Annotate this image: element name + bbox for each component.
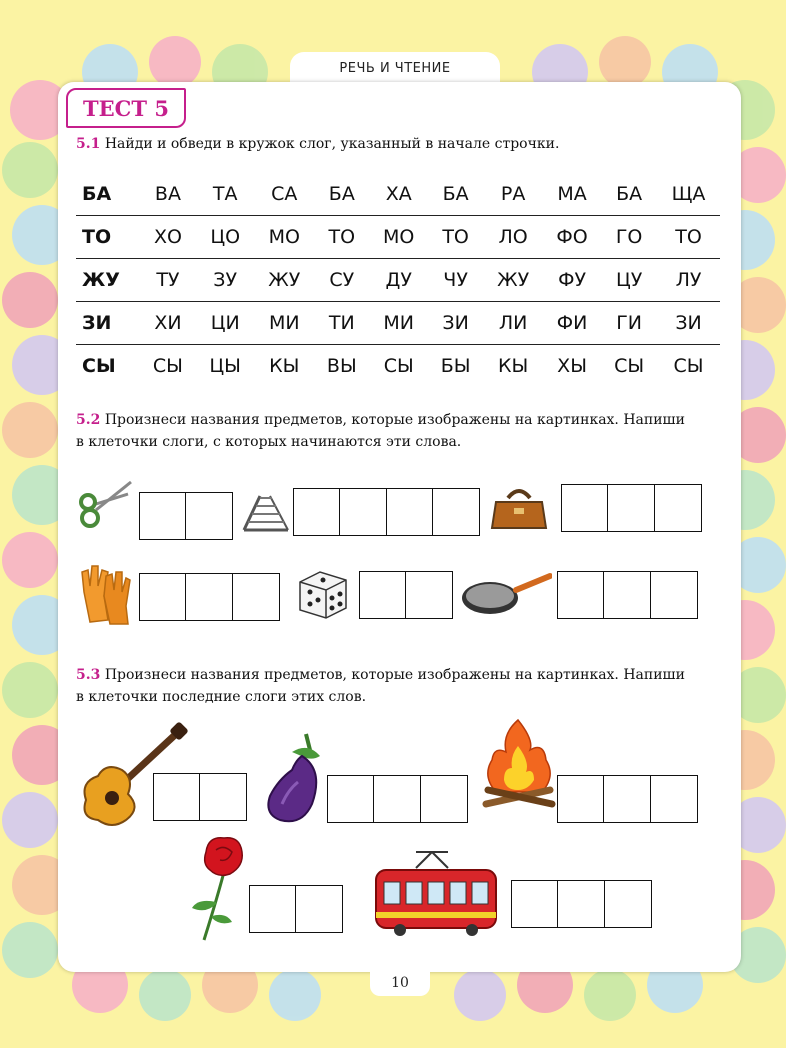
row-key-syllable: ЖУ — [76, 259, 140, 302]
ladder-icon — [240, 492, 292, 534]
answer-cell[interactable] — [650, 571, 698, 619]
syllable-cell[interactable]: СУ — [314, 259, 369, 302]
answer-cell[interactable] — [603, 571, 651, 619]
task-text-line1: Произнеси названия предметов, которые изображены на картинках. Напиши — [104, 667, 685, 683]
answer-cell[interactable] — [199, 773, 247, 821]
syllable-cell[interactable]: СЫ — [152, 355, 183, 377]
answer-cell[interactable] — [249, 885, 297, 933]
syllable-cell[interactable]: КЫ — [269, 355, 300, 377]
syllable-row — [76, 345, 720, 388]
answer-cell[interactable] — [185, 492, 233, 540]
syllable-cell[interactable]: МО — [370, 216, 428, 259]
syllable-cell[interactable]: МА — [543, 173, 601, 216]
answer-cell[interactable] — [139, 573, 187, 621]
syllable-cell[interactable]: СЫ — [673, 355, 704, 377]
syllable-cell[interactable]: ФУ — [543, 259, 601, 302]
answer-boxes-3[interactable] — [512, 880, 652, 928]
bag-icon — [490, 484, 548, 532]
syllable-cell[interactable]: МИ — [370, 302, 428, 345]
answer-cell[interactable] — [386, 488, 434, 536]
syllable-cell[interactable]: ЖУ — [254, 259, 314, 302]
answer-cell[interactable] — [607, 484, 655, 532]
answer-boxes-3[interactable] — [558, 775, 698, 823]
syllable-cell[interactable]: ЖУ — [483, 259, 543, 302]
answer-cell[interactable] — [359, 571, 407, 619]
syllable-row — [76, 302, 720, 345]
task-text-line1: Произнеси названия предметов, которые изображены на картинках. Напиши — [104, 412, 685, 428]
answer-cell[interactable] — [432, 488, 480, 536]
syllable-cell[interactable]: ХЫ — [557, 355, 587, 377]
scissors-icon — [76, 480, 136, 536]
answer-cell[interactable] — [185, 573, 233, 621]
task-text: Найди и обведи в кружок слог, указанный в начале строчки. — [104, 136, 560, 152]
answer-boxes-3[interactable] — [558, 571, 698, 619]
syllable-cell[interactable]: ХО — [140, 216, 196, 259]
answer-cell[interactable] — [561, 484, 609, 532]
syllable-cell[interactable]: ВА — [140, 173, 196, 216]
frying-pan-icon — [460, 572, 552, 620]
syllable-cell[interactable]: МИ — [254, 302, 314, 345]
syllable-cell[interactable]: ГИ — [601, 302, 657, 345]
answer-cell[interactable] — [295, 885, 343, 933]
syllable-cell[interactable]: ФИ — [543, 302, 601, 345]
answer-cell[interactable] — [654, 484, 702, 532]
dice-icon — [296, 568, 350, 622]
task-number: 5.2 — [76, 412, 101, 428]
answer-boxes-2[interactable] — [250, 885, 343, 933]
task-text-line2: в клеточки последние слоги этих слов. — [76, 689, 367, 705]
task-5-1-instruction — [76, 133, 559, 155]
answer-cell[interactable] — [153, 773, 201, 821]
syllable-row — [76, 259, 720, 302]
answer-cell[interactable] — [557, 880, 605, 928]
answer-cell[interactable] — [139, 492, 187, 540]
syllable-cell[interactable]: ЗУ — [196, 259, 255, 302]
gloves-icon — [78, 562, 132, 626]
syllable-cell[interactable]: ЦИ — [196, 302, 255, 345]
task-number: 5.3 — [76, 667, 101, 683]
syllable-cell[interactable]: ФО — [543, 216, 601, 259]
eggplant-icon — [262, 730, 328, 826]
syllable-cell[interactable]: ТА — [196, 173, 255, 216]
syllable-cell[interactable]: ЦУ — [601, 259, 657, 302]
syllable-cell[interactable]: БА — [601, 173, 657, 216]
syllable-cell[interactable]: ЧУ — [428, 259, 483, 302]
answer-cell[interactable] — [511, 880, 559, 928]
syllable-cell[interactable]: ТО — [657, 216, 720, 259]
task-number: 5.1 — [76, 136, 101, 152]
answer-boxes-2[interactable] — [140, 492, 233, 540]
rose-icon — [186, 832, 250, 944]
syllable-row — [76, 173, 720, 216]
answer-cell[interactable] — [405, 571, 453, 619]
answer-cell[interactable] — [293, 488, 341, 536]
syllable-cell[interactable]: ЛИ — [483, 302, 543, 345]
task-5-3-instruction — [76, 664, 685, 708]
answer-cell[interactable] — [327, 775, 375, 823]
syllable-cell[interactable]: РА — [483, 173, 543, 216]
page-number: 10 — [370, 972, 430, 996]
task-5-2-instruction — [76, 409, 685, 453]
campfire-icon — [478, 716, 560, 812]
answer-cell[interactable] — [420, 775, 468, 823]
syllable-cell[interactable]: СЫ — [614, 355, 645, 377]
syllable-cell[interactable]: ХА — [370, 173, 428, 216]
syllable-cell[interactable]: ЛУ — [657, 259, 720, 302]
task-text-line2: в клеточки слоги, с которых начинаются эти слова. — [76, 434, 462, 450]
syllable-cell[interactable]: ЗИ — [657, 302, 720, 345]
syllable-cell[interactable]: СЫ — [383, 355, 414, 377]
tram-icon — [372, 848, 500, 938]
answer-cell[interactable] — [650, 775, 698, 823]
answer-boxes-3[interactable] — [328, 775, 468, 823]
syllable-cell[interactable]: МО — [254, 216, 314, 259]
test-title: ТЕСТ 5 — [66, 88, 186, 128]
syllable-cell[interactable]: ГО — [601, 216, 657, 259]
syllable-cell[interactable]: ЗИ — [428, 302, 483, 345]
syllable-cell[interactable]: ДУ — [370, 259, 428, 302]
syllable-cell[interactable]: ЛО — [483, 216, 543, 259]
section-header: РЕЧЬ И ЧТЕНИЕ — [290, 52, 500, 82]
answer-boxes-3[interactable] — [562, 484, 702, 532]
syllable-cell[interactable]: ТО — [428, 216, 483, 259]
syllable-cell[interactable]: ТО — [314, 216, 369, 259]
answer-boxes-4[interactable] — [294, 488, 480, 536]
row-key-syllable: ТО — [76, 216, 140, 259]
answer-boxes-2[interactable] — [360, 571, 453, 619]
row-key-syllable: СЫ — [82, 355, 116, 377]
syllable-table — [76, 173, 720, 387]
answer-cell[interactable] — [232, 573, 280, 621]
syllable-cell[interactable]: ХИ — [140, 302, 196, 345]
answer-cell[interactable] — [373, 775, 421, 823]
syllable-cell[interactable]: ЦО — [196, 216, 255, 259]
syllable-cell[interactable]: ЩА — [657, 173, 720, 216]
syllable-cell[interactable]: СА — [254, 173, 314, 216]
answer-cell[interactable] — [604, 880, 652, 928]
syllable-cell[interactable]: БА — [314, 173, 369, 216]
syllable-cell[interactable]: ЦЫ — [209, 355, 241, 377]
answer-boxes-3[interactable] — [140, 573, 280, 621]
row-key-syllable: ЗИ — [76, 302, 140, 345]
syllable-cell[interactable]: ТИ — [314, 302, 369, 345]
syllable-cell[interactable]: ТУ — [140, 259, 196, 302]
syllable-row — [76, 216, 720, 259]
answer-boxes-2[interactable] — [154, 773, 247, 821]
syllable-cell[interactable]: БА — [428, 173, 483, 216]
answer-cell[interactable] — [339, 488, 387, 536]
answer-cell[interactable] — [603, 775, 651, 823]
answer-cell[interactable] — [557, 775, 605, 823]
syllable-cell[interactable]: БЫ — [440, 355, 471, 377]
answer-cell[interactable] — [557, 571, 605, 619]
syllable-cell[interactable]: КЫ — [498, 355, 529, 377]
syllable-cell[interactable]: ВЫ — [326, 355, 357, 377]
row-key-syllable: БА — [76, 173, 140, 216]
